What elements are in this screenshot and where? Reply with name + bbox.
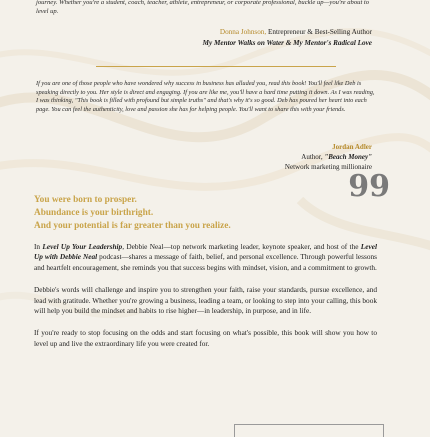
description-paragraph-1	[34, 242, 377, 273]
description-paragraph-3: If you're ready to stop focusing on the odds and start focusing on what's possible, this book will show you how to level up and live the extraordinary life you were created for.	[34, 328, 377, 348]
endorsement1-role: Entrepreneur & Best-Selling Author	[268, 28, 372, 36]
tagline	[34, 194, 231, 233]
tagline-line-3: And your potential is far greater than you realize.	[34, 221, 231, 231]
endorsement1-attribution	[220, 28, 372, 36]
top-text: journey. Whether you're a student, coach, teacher, athlete, entrepreneur, or corporate professional, buckle up—you're about to level up.	[36, 0, 370, 15]
endorsement1-books: My Mentor Walks on Water & My Mentor's Radical Love	[202, 39, 372, 47]
p1-text-c: podcast—shares a message of faith, belief, and personal excellence. Through powerful lessons and heartfelt encouragement, she reminds you that success begins with mindset, vision, and a commitment to growth.	[34, 252, 377, 272]
endorsement2-attribution	[285, 142, 372, 172]
endorsement2-book: "Beach Money"	[324, 153, 372, 161]
p1-text-a: In	[34, 242, 43, 251]
tagline-line-2: Abundance is your birthright.	[34, 208, 154, 218]
endorsement2-role	[285, 152, 372, 162]
endorsement2-name: Jordan Adler	[332, 143, 372, 151]
book-title: Level Up Your Leadership	[42, 242, 123, 251]
podcast-title: Level Up with Debbie Neal	[34, 242, 377, 262]
endorsement1-name: Donna Johnson,	[219, 28, 267, 36]
divider-rule	[96, 66, 336, 67]
endorsement2-text: If you are one of those people who have wondered why success in business has alluded you, read this book! You'll feel like Deb is speaking directly to you. Her style is direct and engaging. If you are like me, you'll have a hard time putting it down. As I was reading, I was thinking, "This book is filled with profound but simple truths" and that's why it's so good. Deb has poured her heart into each page. You can feel the authenticity, love and passion she has for helping people. You'll want to share this with your friends.	[36, 80, 375, 113]
endorsement2-role2: Network marketing millionaire	[284, 163, 372, 171]
tagline-line-1: You were born to prosper.	[34, 195, 137, 205]
barcode-box	[234, 424, 384, 437]
endorsement2-role-prefix: Author,	[301, 153, 325, 161]
p1-text-b: , Debbie Neal—top network marketing leader, keynote speaker, and host of the	[122, 242, 361, 251]
description-body	[34, 242, 377, 361]
quote-mark-icon: 99	[348, 169, 390, 204]
description-paragraph-2: Debbie's words will challenge and inspire you to strengthen your faith, raise your standards, pursue excellence, and lead with gratitude. Whether you're growing a business, leading a team, or looking to step into your calling, this book will help you build the mindset and habits to rise higher—in leadership, in purpose, and in life.	[34, 285, 377, 316]
